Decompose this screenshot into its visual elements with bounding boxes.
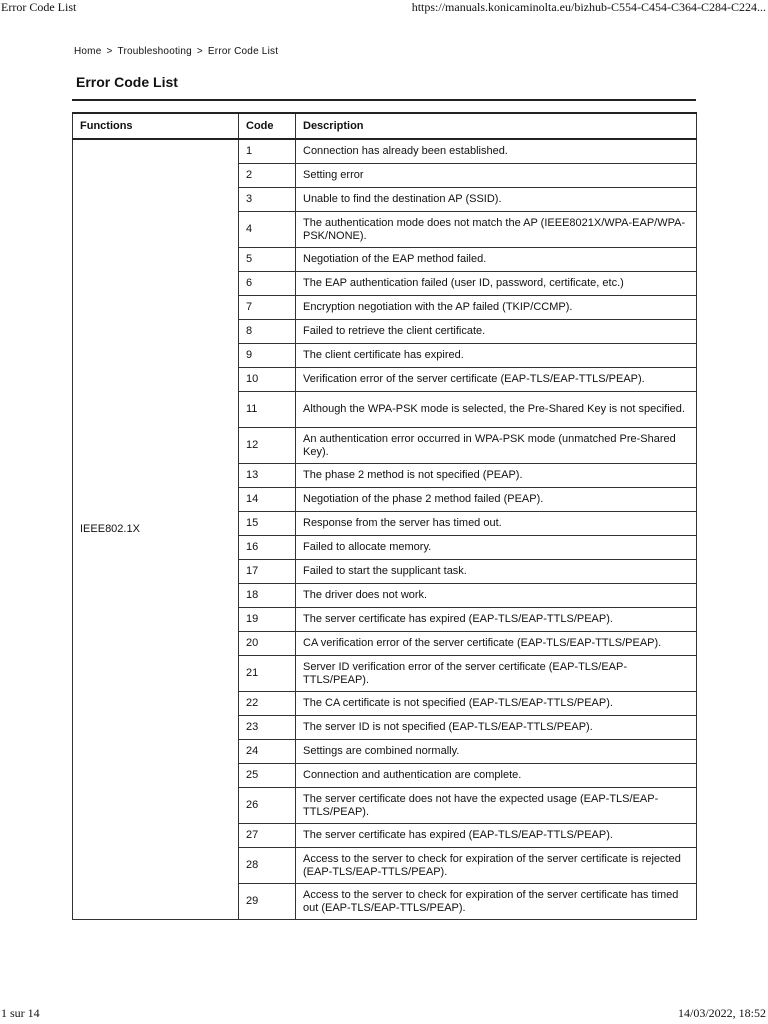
- table-body: [73, 139, 697, 920]
- description-cell: The server certificate has expired (EAP-TLS/EAP-TTLS/PEAP).: [296, 608, 697, 632]
- breadcrumb-separator: >: [106, 46, 113, 57]
- code-cell: 6: [239, 272, 296, 296]
- code-cell: 22: [239, 692, 296, 716]
- code-cell: 24: [239, 740, 296, 764]
- description-cell: Connection has already been established.: [296, 139, 697, 164]
- description-cell: The server ID is not specified (EAP-TLS/EAP-TTLS/PEAP).: [296, 716, 697, 740]
- print-footer-datetime: 14/03/2022, 18:52: [677, 1006, 766, 1020]
- table-header-row: [73, 113, 697, 139]
- page-title: Error Code List: [76, 74, 178, 90]
- code-cell: 1: [239, 139, 296, 164]
- function-cell: IEEE802.1X: [73, 139, 239, 920]
- code-cell: 8: [239, 320, 296, 344]
- description-cell: CA verification error of the server certificate (EAP-TLS/EAP-TTLS/PEAP).: [296, 632, 697, 656]
- code-cell: 13: [239, 464, 296, 488]
- code-cell: 12: [239, 428, 296, 464]
- code-cell: 25: [239, 764, 296, 788]
- breadcrumb-current: Error Code List: [207, 46, 279, 57]
- code-cell: 15: [239, 512, 296, 536]
- column-header-code: Code: [239, 113, 296, 139]
- description-cell: Connection and authentication are complete.: [296, 764, 697, 788]
- description-cell: Settings are combined normally.: [296, 740, 697, 764]
- description-cell: The phase 2 method is not specified (PEAP).: [296, 464, 697, 488]
- code-cell: 2: [239, 164, 296, 188]
- description-cell: The authentication mode does not match the AP (IEEE8021X/WPA-EAP/WPA-PSK/NONE).: [296, 212, 697, 248]
- breadcrumb-separator: >: [196, 46, 203, 57]
- print-header-url: https://manuals.konicaminolta.eu/bizhub-C554-C454-C364-C284-C224...: [411, 0, 766, 14]
- breadcrumb-troubleshooting-link[interactable]: Troubleshooting: [117, 46, 192, 57]
- breadcrumb-home-link[interactable]: Home: [74, 46, 102, 57]
- code-cell: 26: [239, 788, 296, 824]
- code-cell: 14: [239, 488, 296, 512]
- description-cell: The CA certificate is not specified (EAP-TLS/EAP-TTLS/PEAP).: [296, 692, 697, 716]
- description-cell: Failed to retrieve the client certificate.: [296, 320, 697, 344]
- description-cell: The server certificate does not have the expected usage (EAP-TLS/EAP-TTLS/PEAP).: [296, 788, 697, 824]
- code-cell: 17: [239, 560, 296, 584]
- description-cell: Encryption negotiation with the AP failed (TKIP/CCMP).: [296, 296, 697, 320]
- code-cell: 9: [239, 344, 296, 368]
- code-cell: 29: [239, 884, 296, 920]
- description-cell: Server ID verification error of the server certificate (EAP-TLS/EAP-TTLS/PEAP).: [296, 656, 697, 692]
- description-cell: Failed to allocate memory.: [296, 536, 697, 560]
- breadcrumb: [74, 46, 278, 57]
- print-footer-page: 1 sur 14: [1, 1006, 40, 1020]
- description-cell: The server certificate has expired (EAP-TLS/EAP-TTLS/PEAP).: [296, 824, 697, 848]
- code-cell: 11: [239, 392, 296, 428]
- code-cell: 28: [239, 848, 296, 884]
- error-code-table-container: [72, 112, 697, 931]
- description-cell: Access to the server to check for expiration of the server certificate is rejected (EAP-TLS/EAP-TTLS/PEAP).: [296, 848, 697, 884]
- title-divider: [72, 99, 696, 101]
- column-header-description: Description: [296, 113, 697, 139]
- code-cell: 4: [239, 212, 296, 248]
- description-cell: Response from the server has timed out.: [296, 512, 697, 536]
- description-cell: Negotiation of the phase 2 method failed (PEAP).: [296, 488, 697, 512]
- description-cell: The client certificate has expired.: [296, 344, 697, 368]
- description-cell: Although the WPA-PSK mode is selected, the Pre-Shared Key is not specified.: [296, 392, 697, 428]
- description-cell: Failed to start the supplicant task.: [296, 560, 697, 584]
- column-header-functions: Functions: [73, 113, 239, 139]
- code-cell: 27: [239, 824, 296, 848]
- description-cell: The driver does not work.: [296, 584, 697, 608]
- code-cell: 16: [239, 536, 296, 560]
- print-header: [0, 0, 768, 16]
- print-header-title: Error Code List: [1, 0, 77, 14]
- description-cell: Negotiation of the EAP method failed.: [296, 248, 697, 272]
- code-cell: 10: [239, 368, 296, 392]
- description-cell: An authentication error occurred in WPA-PSK mode (unmatched Pre-Shared Key).: [296, 428, 697, 464]
- code-cell: 7: [239, 296, 296, 320]
- code-cell: 5: [239, 248, 296, 272]
- code-cell: 20: [239, 632, 296, 656]
- code-cell: 21: [239, 656, 296, 692]
- description-cell: Verification error of the server certificate (EAP-TLS/EAP-TTLS/PEAP).: [296, 368, 697, 392]
- description-cell: Unable to find the destination AP (SSID).: [296, 188, 697, 212]
- error-code-table: [72, 112, 697, 920]
- code-cell: 19: [239, 608, 296, 632]
- description-cell: Access to the server to check for expiration of the server certificate has timed out (EAP-TLS/EAP-TTLS/PEAP).: [296, 884, 697, 920]
- code-cell: 3: [239, 188, 296, 212]
- print-footer: [0, 1004, 768, 1024]
- code-cell: 23: [239, 716, 296, 740]
- table-row: [73, 139, 697, 164]
- code-cell: 18: [239, 584, 296, 608]
- description-cell: Setting error: [296, 164, 697, 188]
- description-cell: The EAP authentication failed (user ID, password, certificate, etc.): [296, 272, 697, 296]
